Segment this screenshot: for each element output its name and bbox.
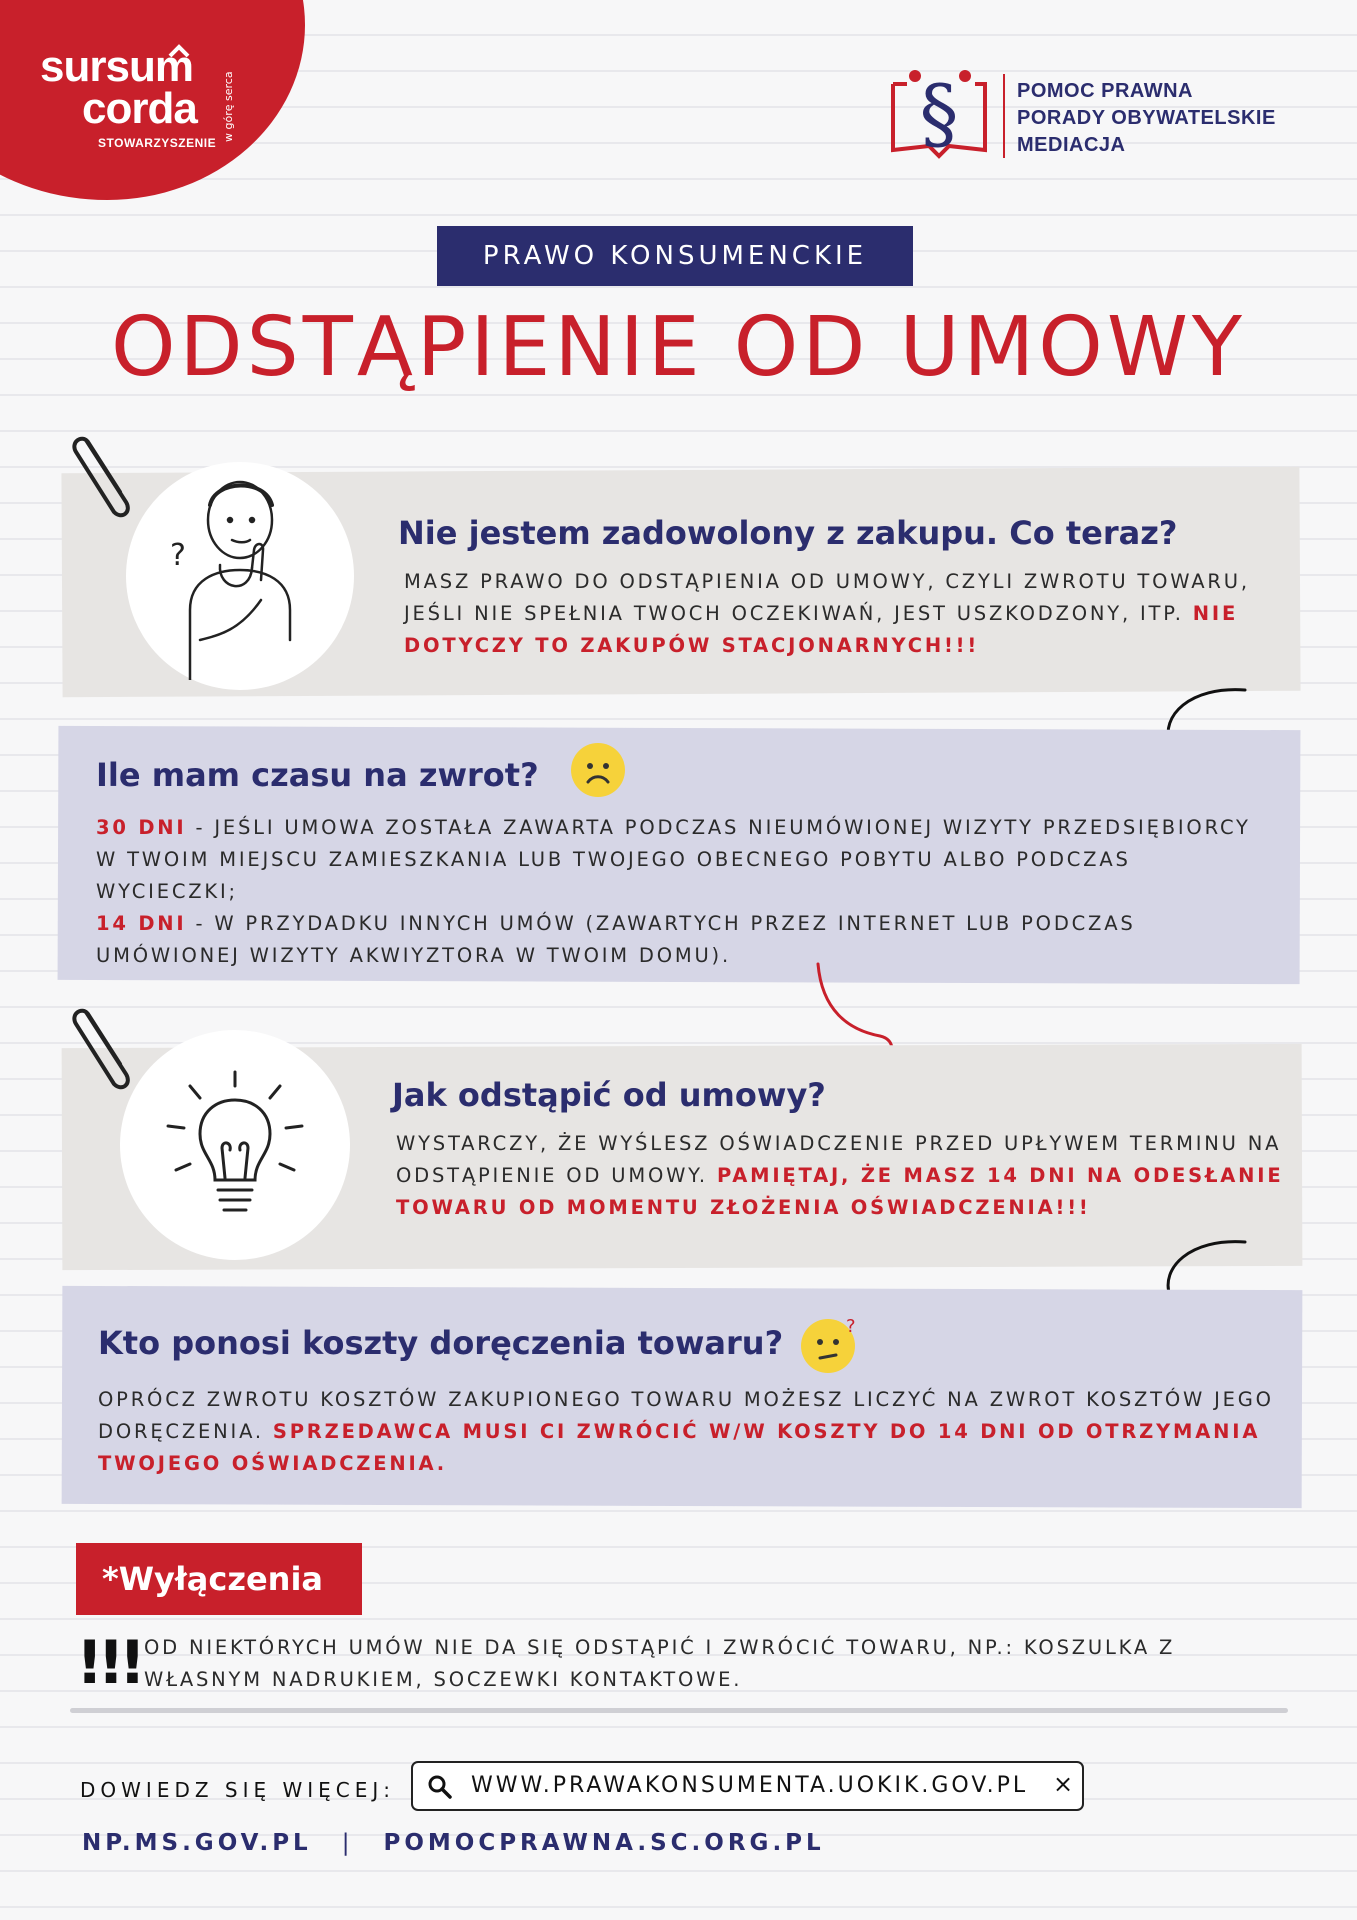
section-2-body: [96, 812, 1276, 972]
logo-divider: [1003, 74, 1005, 158]
svg-text:§: §: [919, 69, 959, 159]
section-4-body: [98, 1384, 1288, 1480]
close-icon[interactable]: ×: [1053, 1770, 1074, 1798]
search-bar[interactable]: [411, 1761, 1084, 1811]
days-14-label: 14 DNI: [96, 912, 187, 935]
logo-line-3: STOWARZYSZENIE: [98, 136, 217, 150]
thinking-person-icon: [160, 470, 320, 680]
section-2-question: Ile mam czasu na zwrot?: [96, 756, 539, 794]
page-title: ODSTĄPIENIE OD UMOWY: [111, 300, 1246, 395]
section-3-highlight: PAMIĘTAJ, ŻE MASZ 14 DNI NA ODESŁANIE TOWARU OD MOMENTU ZŁOŻENIA OŚWIADCZENIA!!!: [396, 1164, 1284, 1219]
logo-line-2: corda: [82, 84, 197, 133]
legal-aid-line: POMOC PRAWNA: [1017, 80, 1193, 102]
confused-face-icon: [800, 1314, 862, 1376]
section-4-highlight: SPRZEDAWCA MUSI CI ZWRÓCIĆ W/W KOSZTY DO 14 DNI OD OTRZYMANIA TWOJEGO OŚWIADCZENIA.: [98, 1420, 1261, 1475]
days-14-text: - W PRZYDADKU INNYCH UMÓW (ZAWARTYCH PRZEZ INTERNET LUB PODCZAS UMÓWIONEJ WIZYTY AKWIYZTORA W TWOIM DOMU).: [96, 912, 1136, 967]
logo-line-1: sursum: [40, 42, 193, 91]
sursum-corda-logo[interactable]: [40, 42, 250, 150]
category-badge: PRAWO KONSUMENCKIE: [437, 226, 913, 286]
section-3-body: [396, 1128, 1286, 1224]
section-3-text: WYSTARCZY, ŻE WYŚLESZ OŚWIADCZENIE PRZED UPŁYWEM TERMINU NA ODSTĄPIENIE OD UMOWY.: [396, 1132, 1282, 1187]
section-4-text: OPRÓCZ ZWROTU KOSZTÓW ZAKUPIONEGO TOWARU MOŻESZ LICZYĆ NA ZWROT KOSZTÓW JEGO DORĘCZENIA.: [98, 1388, 1274, 1443]
search-url[interactable]: WWW.PRAWAKONSUMENTA.UOKIK.GOV.PL: [471, 1773, 1029, 1798]
sad-face-icon: [570, 742, 626, 798]
footer-link-ms[interactable]: NP.MS.GOV.PL: [82, 1830, 312, 1856]
paperclip-icon: [68, 1004, 138, 1094]
exclusions-tag: *Wyłączenia: [76, 1543, 362, 1615]
exclamation-marks: !!!: [76, 1628, 141, 1698]
search-icon: [427, 1774, 453, 1800]
legal-aid-line: MEDIACJA: [1017, 134, 1126, 156]
section-4-question: Kto ponosi koszty doręczenia towaru?: [98, 1324, 784, 1362]
section-1-question: Nie jestem zadowolony z zakupu. Co teraz?: [398, 514, 1178, 552]
divider: [70, 1708, 1288, 1713]
logo-tagline: w górę serca: [222, 71, 235, 142]
logo-roof-icon: [168, 44, 190, 58]
section-3-question: Jak odstąpić od umowy?: [392, 1076, 826, 1114]
legal-aid-line: PORADY OBYWATELSKIE: [1017, 107, 1276, 129]
footer-separator: |: [341, 1830, 354, 1856]
learn-more-label: DOWIEDZ SIĘ WIĘCEJ:: [80, 1778, 396, 1802]
days-30-text: - JEŚLI UMOWA ZOSTAŁA ZAWARTA PODCZAS NIEUMÓWIONEJ WIZYTY PRZEDSIĘBIORCY W TWOIM MIEJSCU ZAMIESZKANIA LUB TWOJEGO OBECNEGO POBYTU ALBO PODCZAS WYCIECZKI;: [96, 816, 1251, 903]
section-1-highlight: NIE DOTYCZY TO ZAKUPÓW STACJONARNYCH!!!: [404, 602, 1239, 657]
footer-links: [82, 1830, 825, 1856]
paperclip-icon: [68, 432, 138, 522]
days-30-label: 30 DNI: [96, 816, 187, 839]
legal-aid-book-icon: [885, 62, 995, 162]
lightbulb-icon: [160, 1068, 310, 1228]
svg-text:?: ?: [846, 1316, 856, 1337]
section-1-text: MASZ PRAWO DO ODSTĄPIENIA OD UMOWY, CZYLI ZWROTU TOWARU, JEŚLI NIE SPEŁNIA TWOCH OCZEKIWAŃ, JEST USZKODZONY, ITP.: [404, 570, 1250, 625]
footer-link-pomocprawna[interactable]: POMOCPRAWNA.SC.ORG.PL: [383, 1830, 825, 1856]
legal-aid-text: [1017, 78, 1276, 159]
section-1-body: [404, 566, 1284, 662]
exclusions-text: OD NIEKTÓRYCH UMÓW NIE DA SIĘ ODSTĄPIĆ I ZWRÓCIĆ TOWARU, NP.: KOSZULKA Z WŁASNYM NADRUKIEM, SOCZEWKI KONTAKTOWE.: [144, 1636, 1176, 1691]
svg-text:?: ?: [170, 538, 186, 573]
